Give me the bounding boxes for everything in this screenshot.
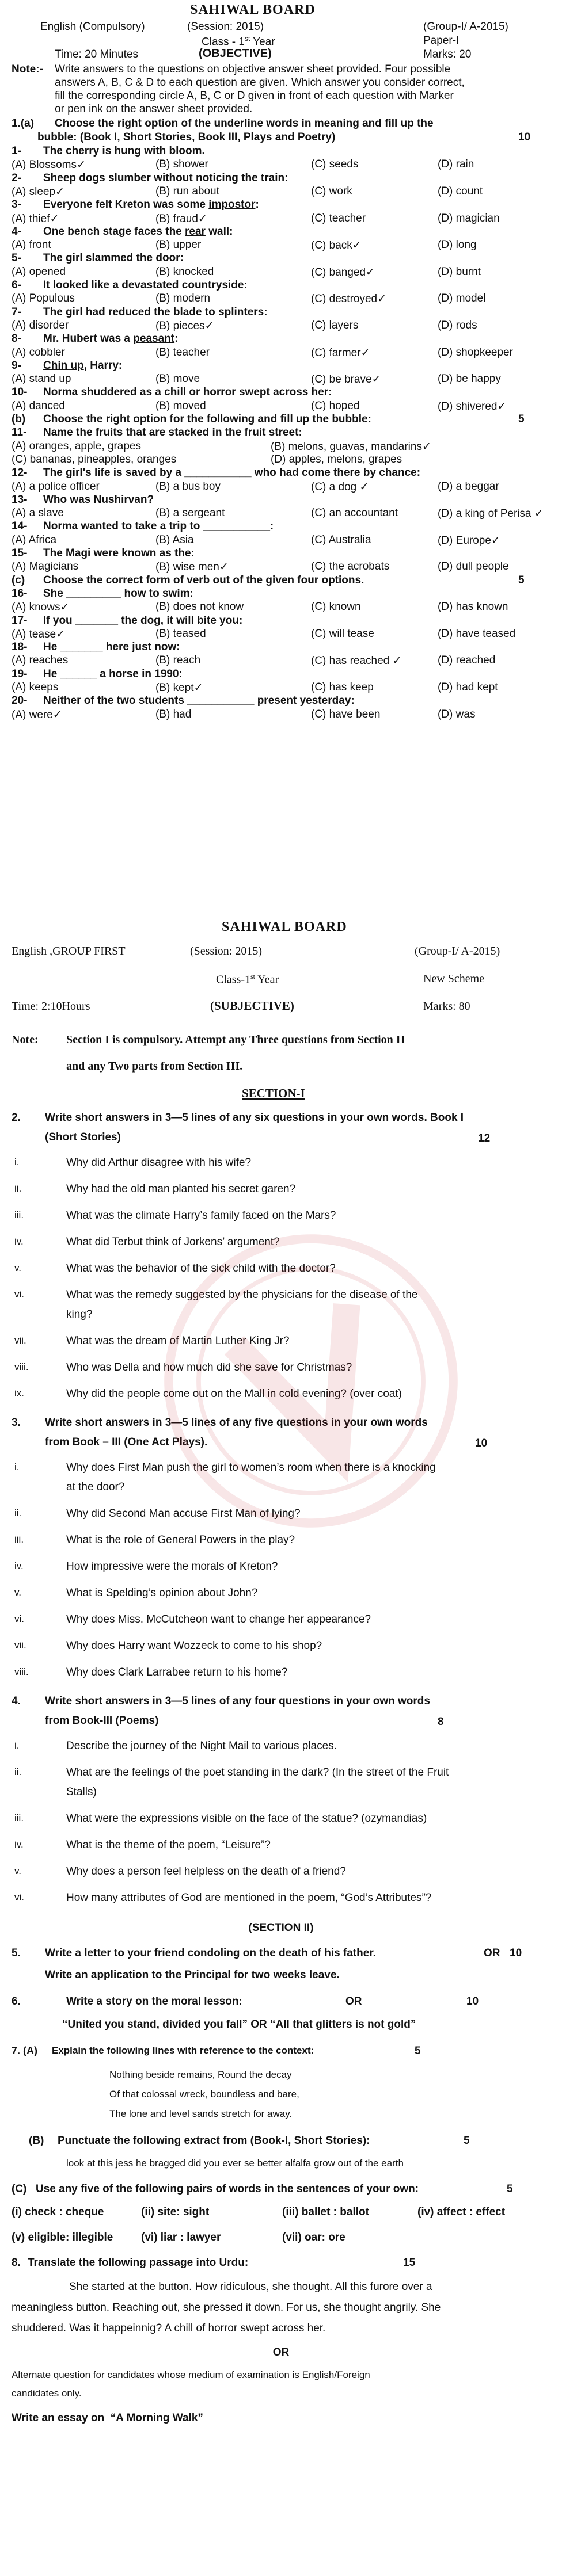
session: (Session: 2015) (187, 21, 264, 33)
question-text (43, 172, 288, 185)
word-pair: (vii) oar: ore (282, 2231, 345, 2243)
answer-option: (D) Europe✓ (438, 534, 500, 547)
passage-line: shuddered. Was it happeinnig? A chill of horror swept across her. (12, 2322, 326, 2334)
item-text: What was the climate Harry’s family faced on the Mars? (66, 1209, 336, 1222)
answer-option: (B) does not know (155, 601, 244, 613)
question-text (43, 252, 184, 265)
item-text: What were the expressions visible on the face of the statue? (ozymandias) (66, 1812, 427, 1825)
question-number: 14- (12, 520, 28, 533)
item-number: vii. (14, 1335, 26, 1346)
question-text: Write an application to the Principal for two weeks leave. (45, 1969, 340, 1981)
word-pair: (iii) ballet : ballot (282, 2206, 369, 2218)
question-number: 5- (12, 252, 21, 265)
stem-text: the door: (133, 252, 184, 265)
poem-line: Of that colossal wreck, boundless and bare, (109, 2089, 299, 2100)
question-number: 2. (12, 1112, 21, 1124)
stem-text: One bench stage faces the (43, 225, 185, 238)
question-text (43, 386, 332, 399)
item-number: vi. (14, 1289, 24, 1300)
question-text (43, 333, 178, 345)
answer-option: (B) teacher (155, 346, 210, 358)
answer-option: (D) shopkeeper (438, 346, 513, 358)
item-number: ix. (14, 1388, 24, 1399)
item-number: iii. (14, 1209, 24, 1220)
underlined-word: peasant (133, 333, 175, 345)
board-title: SAHIWAL BOARD (222, 919, 347, 934)
answer-option: (C) bananas, pineapples, oranges (12, 453, 177, 465)
question-marks: 5 (518, 574, 525, 586)
question-number: 13- (12, 493, 28, 506)
item-text: What is the theme of the poem, “Leisure”? (66, 1839, 271, 1851)
question-text: Explain the following lines with reference to the context: (52, 2045, 314, 2056)
question-text: Choose the right option of the underline words in meaning and fill up the (55, 117, 434, 129)
answer-option: (A) tease✓ (12, 628, 66, 640)
item-text: at the door? (66, 1481, 125, 1493)
question-marks: 10 (510, 1947, 522, 1959)
answer-option: (C) seeds (311, 158, 359, 171)
answer-option: (D) a beggar (438, 480, 499, 493)
item-text: What is Spelding’s opinion about John? (66, 1587, 258, 1599)
question-text (43, 145, 205, 158)
answer-option: (C) known (311, 601, 361, 613)
time: Time: 2:10Hours (12, 1000, 90, 1013)
answer-option: (B) teased (155, 627, 206, 640)
question-marks: 5 (464, 2135, 470, 2147)
answer-option: (D) has known (438, 601, 508, 613)
answer-option: (A) front (12, 239, 51, 251)
question-text: from Book – III (One Act Plays). (45, 1436, 208, 1448)
answer-option: (C) back✓ (311, 239, 362, 252)
item-text: Why does Harry want Wozzeck to come to his shop? (66, 1640, 322, 1652)
question-marks: 8 (438, 1716, 444, 1728)
question-text (43, 360, 122, 372)
stem-text: Mr. Hubert was a (43, 333, 134, 345)
answer-option: (B) moved (155, 399, 206, 412)
group: (Group-I/ A-2015) (423, 21, 508, 33)
item-text: Why does Miss. McCutcheon want to change her appearance? (66, 1613, 371, 1625)
item-text: Why had the old man planted his secret garen? (66, 1183, 296, 1195)
stem-text: The cherry is hung with (43, 145, 169, 157)
subject: English ,GROUP FIRST (12, 945, 126, 957)
answer-option: (A) opened (12, 265, 66, 278)
answer-option: (B) had (155, 708, 192, 720)
stem-text: wall: (205, 225, 233, 238)
question-text: The Magi were known as the: (43, 547, 195, 559)
question-text: Write a letter to your friend condoling on the death of his father. (45, 1947, 376, 1959)
answer-option: (A) keeps (12, 681, 59, 693)
question-text: bubble: (Book I, Short Stories, Book III, Plays and Poetry) (37, 131, 336, 143)
answer-option: (D) have teased (438, 627, 516, 640)
question-number: 8. (12, 2257, 21, 2269)
answer-option: (B) Asia (155, 533, 194, 546)
marks: Marks: 20 (423, 48, 472, 60)
question-number: 6. (12, 1995, 21, 2008)
answer-option: (B) move (155, 373, 200, 386)
question-text: Name the fruits that are stacked in the fruit street: (43, 426, 302, 439)
question-marks: 10 (518, 131, 531, 143)
answer-option: (C) teacher (311, 212, 366, 224)
answer-option: (A) a police officer (12, 480, 100, 493)
question-number: 20- (12, 694, 28, 707)
item-text: What was the behavior of the sick child with the doctor? (66, 1262, 336, 1274)
item-number: viii. (14, 1361, 29, 1372)
stem-text: The girl had reduced the blade to (43, 306, 219, 318)
underlined-word: bloom (169, 145, 202, 157)
item-text: What was the dream of Martin Luther King Jr? (66, 1335, 290, 1347)
answer-option: (A) reaches (12, 654, 69, 667)
question-text: Punctuate the following extract from (Book-I, Short Stories): (58, 2135, 370, 2147)
question-number: 12- (12, 467, 28, 479)
or-text: OR (345, 1995, 362, 2008)
item-number: viii. (14, 1666, 29, 1677)
answer-option: (C) be brave✓ (311, 373, 381, 386)
question-text: She _________ how to swim: (43, 587, 193, 600)
answer-option: (C) layers (311, 319, 359, 331)
answer-option: (D) long (438, 239, 477, 251)
answer-option: (A) cobbler (12, 346, 65, 358)
underlined-word: impostor (208, 199, 256, 211)
item-number: i. (14, 1740, 20, 1751)
question-number: 3- (12, 199, 21, 211)
class-line: Class-1st Year (216, 972, 279, 986)
question-number: 5. (12, 1947, 21, 1959)
marks: Marks: 80 (423, 1000, 470, 1013)
item-text: Why does Clark Larrabee return to his home? (66, 1666, 288, 1678)
answer-option: (D) rods (438, 319, 477, 331)
answer-option: (B) modern (155, 292, 211, 305)
answer-option: (A) Populous (12, 292, 75, 305)
answer-option: (B) pieces✓ (155, 319, 214, 332)
answer-option: (A) Blossoms✓ (12, 159, 86, 171)
question-text: If you _______ the dog, it will bite you: (43, 614, 243, 627)
answer-option: (A) Magicians (12, 560, 79, 573)
answer-option: (D) burnt (438, 265, 481, 278)
item-text: What was the remedy suggested by the physicians for the disease of the (66, 1289, 418, 1301)
answer-option: (C) a dog ✓ (311, 480, 369, 493)
question-number: 3. (12, 1417, 21, 1429)
answer-option: (D) count (438, 185, 483, 197)
essay-title: “A Morning Walk” (110, 2412, 203, 2424)
answer-option: (B) melons, guavas, mandarins✓ (271, 440, 431, 453)
question-number: 19- (12, 667, 28, 680)
stem-text: : (255, 199, 259, 211)
word-pair: (iv) affect : effect (417, 2206, 506, 2218)
question-number: (b) (12, 413, 26, 425)
scheme: New Scheme (423, 972, 485, 985)
word-pair: (v) eligible: illegible (12, 2231, 113, 2243)
answer-option: (A) were✓ (12, 708, 62, 721)
item-text: Who was Della and how much did she save for Christmas? (66, 1361, 352, 1373)
item-text: What is the role of General Powers in the play? (66, 1534, 295, 1546)
question-text: from Book-III (Poems) (45, 1715, 159, 1727)
stem-text: : (174, 333, 179, 345)
answer-option: (A) knows✓ (12, 601, 70, 614)
note-line: Section I is compulsory. Attempt any Three questions from Section II (66, 1033, 405, 1046)
stem-text: Norma (43, 386, 81, 399)
item-text: What are the feelings of the poet standing in the dark? (In the street of the Fruit (66, 1766, 449, 1779)
class-line: Class - 1st Year (202, 35, 275, 48)
answer-option: (D) reached (438, 654, 496, 667)
item-text: Why did the people come out on the Mall in cold evening? (over coat) (66, 1388, 402, 1400)
answer-option: (B) reach (155, 654, 201, 667)
item-text: Describe the journey of the Night Mail to various places. (66, 1740, 337, 1752)
item-text: How many attributes of God are mentioned in the poem, “God’s Attributes”? (66, 1892, 432, 1904)
stem-text: without noticing the train: (150, 171, 288, 184)
question-text (43, 306, 268, 319)
answer-option: (C) Australia (311, 533, 371, 546)
question-text: He ______ a horse in 1990: (43, 667, 183, 680)
answer-option: (D) had kept (438, 681, 498, 693)
item-number: v. (14, 1262, 21, 1273)
stem-text: The girl (43, 252, 86, 265)
question-number: 15- (12, 547, 28, 559)
question-number: 8- (12, 333, 21, 345)
item-number: ii. (14, 1766, 22, 1777)
answer-option: (C) the acrobats (311, 560, 390, 573)
question-number: 2- (12, 171, 21, 184)
underlined-word: slammed (85, 252, 134, 265)
answer-option: (D) apples, melons, grapes (271, 453, 402, 465)
question-number: (c) (12, 574, 25, 586)
question-number: 16- (12, 587, 28, 600)
question-marks: 10 (466, 1995, 479, 2008)
question-number: 9- (12, 359, 21, 372)
item-number: v. (14, 1587, 21, 1598)
question-number: 11- (12, 426, 27, 439)
answer-option: (C) has reached ✓ (311, 655, 402, 667)
item-number: iv. (14, 1236, 24, 1247)
stem-text: : (264, 306, 268, 318)
question-marks: 5 (507, 2183, 513, 2195)
item-number: vi. (14, 1613, 24, 1624)
answer-option: (A) stand up (12, 373, 71, 386)
answer-option: (D) rain (438, 158, 474, 171)
item-text: Why did Arthur disagree with his wife? (66, 1157, 252, 1169)
question-number: 1- (12, 145, 21, 157)
underlined-word: devastated (121, 279, 179, 291)
note-label: Note: (12, 1033, 39, 1046)
item-number: iv. (14, 1839, 24, 1850)
item-number: iv. (14, 1560, 24, 1571)
note-line: or pen ink on the answer sheet provided. (55, 103, 253, 115)
answer-option: (C) will tease (311, 627, 374, 640)
paper: Paper-I (423, 35, 460, 47)
item-number: iii. (14, 1534, 24, 1545)
question-text: “United you stand, divided you fall” OR “All that glitters is not gold” (62, 2018, 416, 2031)
answer-option: (A) a slave (12, 507, 64, 520)
answer-option: (C) destroyed✓ (311, 293, 387, 306)
answer-option: (C) farmer✓ (311, 346, 370, 359)
alt-note-line: Alternate question for candidates whose medium of examination is English/Foreign (12, 2369, 370, 2380)
stem-text: countryside: (179, 279, 248, 291)
question-number: 18- (12, 641, 28, 654)
section-type: (OBJECTIVE) (199, 47, 272, 60)
item-number: vii. (14, 1640, 26, 1651)
underlined-word: rear (185, 225, 206, 238)
question-marks: 5 (518, 413, 525, 425)
answer-option: (C) has keep (311, 681, 374, 693)
answer-option: (B) a bus boy (155, 480, 221, 493)
essay-label: Write an essay on (12, 2412, 105, 2424)
question-text: Write short answers in 3—5 lines of any five questions in your own words (45, 1417, 428, 1429)
answer-option: (A) disorder (12, 319, 69, 331)
question-marks: 15 (403, 2257, 416, 2269)
answer-option: (B) wise men✓ (155, 561, 229, 574)
item-text: How impressive were the morals of Kreton? (66, 1560, 278, 1573)
answer-option: (B) knocked (155, 265, 214, 278)
question-number: 7. (A) (12, 2045, 37, 2056)
essay-prompt (12, 2412, 203, 2425)
answer-option: (A) sleep✓ (12, 185, 64, 198)
question-text: Write short answers in 3—5 lines of any four questions in your own words (45, 1695, 430, 1707)
question-text: Norma wanted to take a trip to ___________: (43, 520, 274, 533)
word-pair: (ii) site: sight (141, 2206, 210, 2218)
item-number: i. (14, 1461, 20, 1472)
answer-option: (B) a sergeant (155, 507, 225, 520)
question-text (43, 279, 248, 292)
question-text: He _______ here just now: (43, 641, 180, 654)
answer-option: (A) oranges, apple, grapes (12, 440, 141, 452)
stem-text: . (202, 145, 205, 157)
or-text: OR (272, 2346, 290, 2359)
question-text: Write short answers in 3—5 lines of any six questions in your own words. Book I (45, 1112, 464, 1124)
question-text: Who was Nushirvan? (43, 493, 154, 506)
stem-text: Everyone felt Kreton was some (43, 199, 209, 211)
item-text: Why does First Man push the girl to women’s room when there is a knocking (66, 1461, 436, 1474)
section-type: (SUBJECTIVE) (210, 999, 294, 1013)
word-pair: (i) check : cheque (12, 2206, 104, 2218)
question-text (43, 199, 259, 211)
answer-option: (D) magician (438, 212, 500, 224)
poem-line: Nothing beside remains, Round the decay (109, 2069, 292, 2080)
answer-option: (C) hoped (311, 399, 360, 412)
passage-line: She started at the button. How ridiculous, she thought. All this furore over a (69, 2281, 432, 2293)
section-heading: (SECTION II) (248, 1922, 314, 1934)
answer-option: (D) was (438, 708, 476, 720)
answer-option: (B) upper (155, 239, 202, 251)
underlined-word: slumber (108, 171, 151, 184)
session: (Session: 2015) (190, 945, 262, 957)
question-number: 10- (12, 386, 28, 399)
answer-option: (A) Africa (12, 533, 57, 546)
question-marks: 5 (415, 2045, 421, 2057)
stem-text: It looked like a (43, 279, 122, 291)
note-label: Note:- (12, 63, 43, 75)
item-text: Stalls) (66, 1786, 97, 1798)
item-text: Why did Second Man accuse First Man of lying? (66, 1508, 301, 1520)
underlined-word: Chin up (43, 359, 84, 372)
question-marks: 10 (475, 1437, 488, 1449)
question-number: 4. (12, 1695, 21, 1707)
answer-option: (C) work (311, 185, 352, 197)
answer-option: (B) run about (155, 185, 219, 197)
answer-option: (D) dull people (438, 560, 509, 573)
question-text: Choose the correct form of verb out of the given four options. (43, 574, 364, 586)
answer-option: (C) an accountant (311, 507, 398, 520)
answer-option: (D) model (438, 292, 486, 305)
question-number: (B) (29, 2135, 44, 2147)
item-text: What did Terbut think of Jorkens’ argument? (66, 1236, 280, 1248)
or-text: OR (484, 1947, 500, 1959)
stem-text: as a chill or horror swept across her: (136, 386, 332, 399)
question-text: (Short Stories) (45, 1131, 121, 1143)
poem-line: The lone and level sands stretch for away. (109, 2108, 293, 2119)
item-number: ii. (14, 1183, 22, 1194)
underlined-word: splinters (218, 306, 264, 318)
extract-line: look at this jess he bragged did you ever se better alfalfa grow out of the earth (66, 2158, 404, 2169)
item-number: v. (14, 1865, 21, 1876)
note-line: answers A, B, C & D to each question are given. Which answer you consider correct, (55, 77, 465, 89)
question-text: Neither of the two students ___________ present yesterday: (43, 694, 355, 707)
question-number: 7- (12, 306, 21, 318)
question-text (43, 226, 233, 238)
answer-option: (B) shower (155, 158, 208, 171)
subject: English (Compulsory) (40, 21, 145, 33)
question-number: 6- (12, 279, 21, 291)
item-number: iii. (14, 1812, 24, 1823)
answer-option: (C) banged✓ (311, 266, 375, 278)
item-number: i. (14, 1157, 20, 1167)
answer-option: (A) thief✓ (12, 212, 59, 225)
question-text: Use any five of the following pairs of words in the sentences of your own: (36, 2183, 419, 2195)
question-number: (C) (12, 2183, 27, 2195)
answer-option: (B) kept✓ (155, 682, 203, 694)
item-number: ii. (14, 1508, 22, 1518)
stem-text: , Harry: (83, 359, 123, 372)
note-line: Write answers to the questions on objective answer sheet provided. Four possible (55, 63, 451, 75)
item-text: king? (66, 1308, 93, 1321)
item-number: vi. (14, 1892, 24, 1903)
question-text: Choose the right option for the following and fill up the bubble: (43, 413, 371, 425)
answer-option: (C) have been (311, 708, 381, 720)
answer-option: (D) be happy (438, 373, 501, 386)
underlined-word: shuddered (81, 386, 137, 399)
note-line: fill the corresponding circle A, B, C or D given in front of each question with Marker (55, 90, 454, 102)
answer-option: (D) a king of Perisa ✓ (438, 507, 544, 520)
board-title: SAHIWAL BOARD (190, 2, 316, 17)
question-text: Write a story on the moral lesson: (66, 1995, 242, 2008)
question-number: 1.(a) (12, 117, 35, 129)
question-text: Translate the following passage into Urdu: (28, 2257, 249, 2269)
note-line: and any Two parts from Section III. (66, 1060, 243, 1073)
passage-line: meaningless button. Reaching out, she pressed it down. For us, she thought angrily. She (12, 2302, 441, 2314)
question-marks: 12 (478, 1132, 491, 1144)
time: Time: 20 Minutes (55, 48, 139, 60)
group: (Group-I/ A-2015) (415, 945, 500, 957)
question-text: The girl's life is saved by a ___________ who had come there by chance: (43, 467, 421, 479)
stem-text: Sheep dogs (43, 171, 108, 184)
alt-note-line: candidates only. (12, 2388, 82, 2399)
section-heading: SECTION-I (242, 1086, 305, 1100)
answer-option: (B) fraud✓ (155, 212, 207, 225)
question-number: 4- (12, 225, 21, 238)
item-text: Why does a person feel helpless on the death of a friend? (66, 1865, 346, 1877)
answer-option: (A) danced (12, 399, 65, 412)
answer-option: (D) shivered✓ (438, 400, 507, 413)
word-pair: (vi) liar : lawyer (141, 2231, 221, 2243)
question-number: 17- (12, 614, 28, 627)
